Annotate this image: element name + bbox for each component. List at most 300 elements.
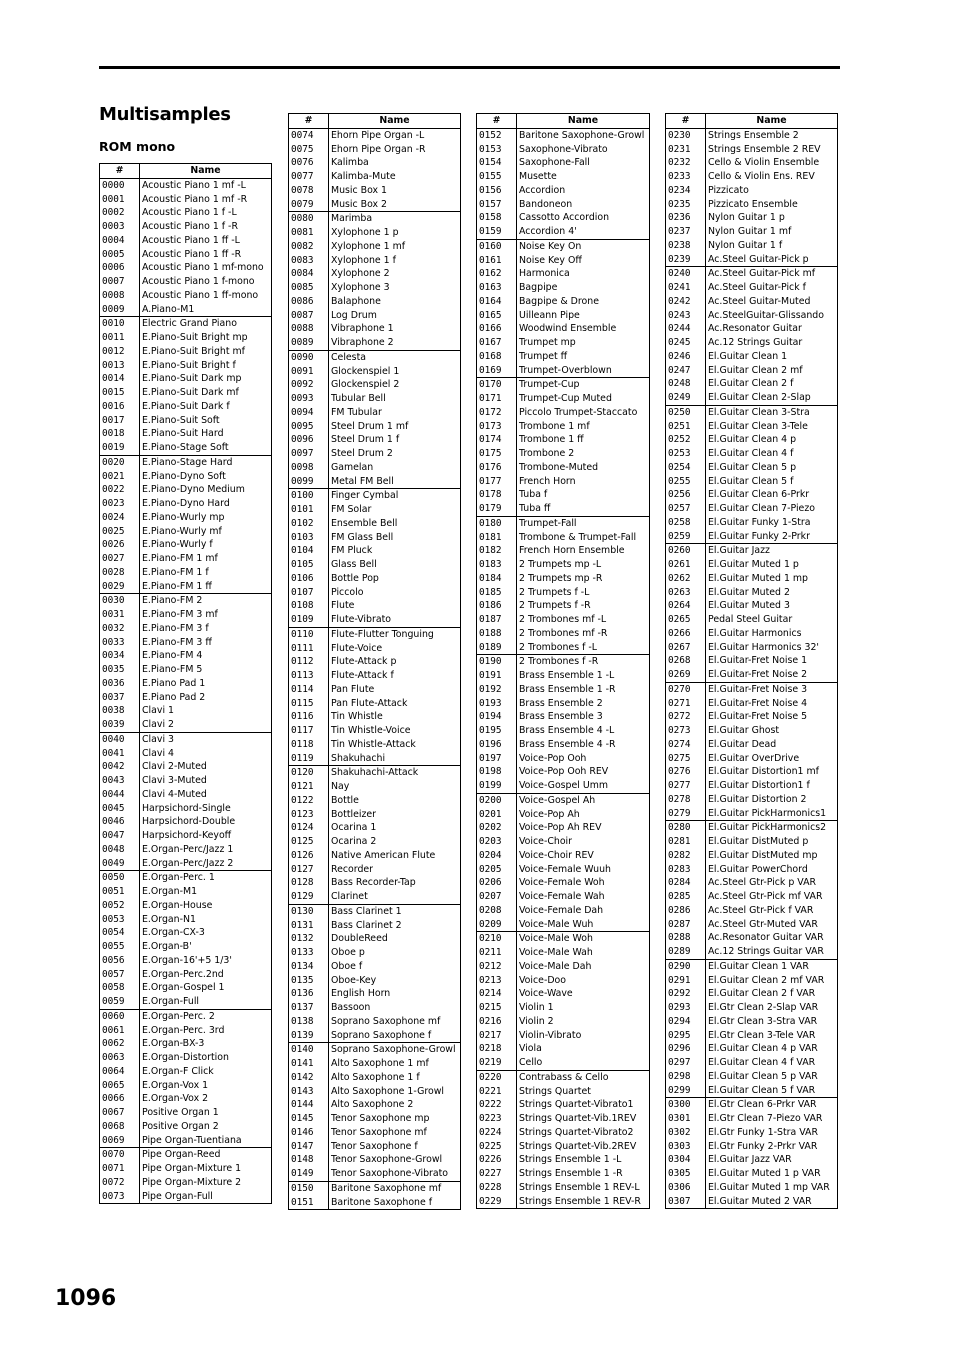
table-row (100, 261, 272, 275)
table-row (477, 433, 650, 447)
table-row (666, 433, 838, 447)
table-row (477, 1001, 650, 1015)
sample-name: El.Guitar Clean 4 f (706, 447, 838, 461)
sample-name: Nylon Guitar 1 mf (706, 225, 838, 239)
sample-number: 0186 (477, 599, 517, 613)
sample-number: 0061 (100, 1024, 140, 1038)
sample-number: 0261 (666, 558, 706, 572)
sample-number: 0269 (666, 668, 706, 682)
header-rule (99, 66, 840, 69)
sample-name: El.Guitar PowerChord (706, 863, 838, 877)
sample-number: 0120 (289, 766, 329, 780)
table-row (477, 1181, 650, 1195)
table-row (477, 697, 650, 711)
sample-number: 0006 (100, 261, 140, 275)
table-row (477, 876, 650, 890)
table-row (289, 808, 461, 822)
sample-name: E.Piano-FM 3 f (140, 622, 272, 636)
table-row (666, 959, 838, 973)
sample-name: Cello & Violin Ens. REV (706, 170, 838, 184)
sample-number: 0146 (289, 1126, 329, 1140)
sample-name: Acoustic Piano 1 f-mono (140, 275, 272, 289)
sample-number: 0000 (100, 178, 140, 192)
sample-name: Voice-Female Wuuh (517, 863, 650, 877)
sample-name: Tenor Saxophone-Growl (329, 1153, 461, 1167)
sample-number: 0178 (477, 488, 517, 502)
sample-number: 0143 (289, 1085, 329, 1099)
sample-name: E.Organ-F Click (140, 1065, 272, 1079)
table-row (477, 821, 650, 835)
sample-name: El.Guitar-Fret Noise 2 (706, 668, 838, 682)
sample-number: 0106 (289, 572, 329, 586)
sample-name: Ac.12 Strings Guitar VAR (706, 945, 838, 959)
table-row (666, 586, 838, 600)
sample-number: 0182 (477, 544, 517, 558)
sample-number: 0014 (100, 372, 140, 386)
sample-name: Kalimba (329, 156, 461, 170)
sample-name: Flute-Attack f (329, 669, 461, 683)
table-row (666, 863, 838, 877)
sample-number: 0216 (477, 1015, 517, 1029)
table-row (666, 391, 838, 405)
table-row (477, 586, 650, 600)
table-row (289, 1085, 461, 1099)
sample-number: 0267 (666, 641, 706, 655)
sample-name: E.Piano Pad 2 (140, 691, 272, 705)
table-row (477, 710, 650, 724)
sample-number: 0080 (289, 212, 329, 226)
table-row (666, 447, 838, 461)
sample-name: E.Piano-Suit Bright mp (140, 331, 272, 345)
sample-name: 2 Trombones mf -R (517, 627, 650, 641)
sample-number: 0140 (289, 1043, 329, 1057)
sample-name: Tin Whistle-Voice (329, 724, 461, 738)
sample-name: Steel Drum 2 (329, 447, 461, 461)
sample-name: El.Gtr Clean 2-Slap VAR (706, 1001, 838, 1015)
sample-name: E.Organ-Perc. 1 (140, 871, 272, 885)
table-row (289, 392, 461, 406)
table-row (100, 552, 272, 566)
table-row (289, 489, 461, 503)
table-row (666, 1167, 838, 1181)
table-row (289, 960, 461, 974)
sample-name: E.Piano-Wurly mp (140, 511, 272, 525)
sample-number: 0285 (666, 890, 706, 904)
table-row (100, 1190, 272, 1204)
sample-number: 0128 (289, 876, 329, 890)
table-row (477, 765, 650, 779)
table-row (289, 503, 461, 517)
sample-name: Clarinet (329, 890, 461, 904)
sample-number: 0113 (289, 669, 329, 683)
sample-number: 0121 (289, 780, 329, 794)
sample-number: 0104 (289, 544, 329, 558)
table-row (289, 309, 461, 323)
table-row (289, 710, 461, 724)
sample-name: Gamelan (329, 461, 461, 475)
table-row (477, 558, 650, 572)
sample-number: 0210 (477, 932, 517, 946)
multisample-table-1 (99, 163, 272, 1204)
table-row (666, 516, 838, 530)
sample-number: 0234 (666, 184, 706, 198)
sample-number: 0212 (477, 960, 517, 974)
sample-number: 0069 (100, 1134, 140, 1148)
sample-name: Noise Key Off (517, 254, 650, 268)
table-row (100, 649, 272, 663)
sample-number: 0275 (666, 752, 706, 766)
sample-name: Voice-Choir REV (517, 849, 650, 863)
table-row (100, 718, 272, 732)
table-row (666, 613, 838, 627)
table-row (477, 863, 650, 877)
sample-number: 0217 (477, 1029, 517, 1043)
table-row (289, 586, 461, 600)
sample-number: 0031 (100, 608, 140, 622)
table-row (477, 974, 650, 988)
sample-number: 0010 (100, 317, 140, 331)
sample-number: 0159 (477, 225, 517, 239)
table-row (666, 405, 838, 419)
sample-number: 0109 (289, 613, 329, 627)
sample-number: 0187 (477, 613, 517, 627)
table-row (289, 642, 461, 656)
sample-number: 0233 (666, 170, 706, 184)
table-row (666, 1140, 838, 1154)
table-row (666, 793, 838, 807)
table-row (666, 641, 838, 655)
table-row (289, 156, 461, 170)
table-row (289, 558, 461, 572)
sample-name: Pipe Organ-Full (140, 1190, 272, 1204)
sample-name: Glass Bell (329, 558, 461, 572)
sample-name: Trumpet-Cup Muted (517, 392, 650, 406)
table-row (100, 248, 272, 262)
sample-number: 0192 (477, 683, 517, 697)
table-row (289, 447, 461, 461)
sample-number: 0124 (289, 821, 329, 835)
table-row (100, 317, 272, 331)
sample-number: 0288 (666, 931, 706, 945)
sample-number: 0262 (666, 572, 706, 586)
sample-number: 0036 (100, 677, 140, 691)
sample-name: E.Piano-FM 5 (140, 663, 272, 677)
sample-name: FM Pluck (329, 544, 461, 558)
sample-number: 0155 (477, 170, 517, 184)
sample-name: Brass Ensemble 2 (517, 697, 650, 711)
table-row (666, 350, 838, 364)
sample-name: E.Organ-Full (140, 995, 272, 1009)
sample-name: Acoustic Piano 1 ff -L (140, 234, 272, 248)
table-row (289, 835, 461, 849)
sample-name: Kalimba-Mute (329, 170, 461, 184)
sample-name: Piccolo Trumpet-Staccato (517, 406, 650, 420)
sample-number: 0135 (289, 974, 329, 988)
sample-name: Alto Saxophone 1-Growl (329, 1085, 461, 1099)
sample-name: El.Guitar Jazz VAR (706, 1153, 838, 1167)
table-row (100, 857, 272, 871)
table-row (289, 1167, 461, 1181)
table-row (100, 1024, 272, 1038)
table-row (477, 1042, 650, 1056)
table-row (100, 483, 272, 497)
table-row (666, 170, 838, 184)
table-row (100, 372, 272, 386)
sample-name: Clavi 2 (140, 718, 272, 732)
sample-name: Acoustic Piano 1 f -R (140, 220, 272, 234)
sample-name: Xylophone 3 (329, 281, 461, 295)
sample-name: El.Guitar-Fret Noise 5 (706, 710, 838, 724)
sample-name: E.Organ-Perc/Jazz 1 (140, 843, 272, 857)
table-row (289, 1153, 461, 1167)
sample-number: 0215 (477, 1001, 517, 1015)
sample-name: Acoustic Piano 1 mf-mono (140, 261, 272, 275)
table-row (477, 531, 650, 545)
sample-number: 0281 (666, 835, 706, 849)
sample-name: 2 Trombones mf -L (517, 613, 650, 627)
table-row (477, 613, 650, 627)
table-row (666, 697, 838, 711)
sample-name: E.Piano-Suit Soft (140, 414, 272, 428)
sample-number: 0066 (100, 1092, 140, 1106)
sample-name: Recorder (329, 863, 461, 877)
sample-number: 0240 (666, 267, 706, 281)
table-row (100, 455, 272, 469)
sample-name: Voice-Pop Ooh REV (517, 765, 650, 779)
multisample-table-2 (288, 113, 461, 1210)
table-row (477, 1070, 650, 1084)
sample-number: 0243 (666, 309, 706, 323)
sample-name: Music Box 1 (329, 184, 461, 198)
sample-name: Native American Flute (329, 849, 461, 863)
sample-name: Voice-Doo (517, 974, 650, 988)
table-row (666, 918, 838, 932)
sample-name: El.Guitar-Fret Noise 1 (706, 654, 838, 668)
sample-name: Strings Quartet (517, 1085, 650, 1099)
sample-number: 0177 (477, 475, 517, 489)
table-row (100, 802, 272, 816)
sample-number: 0209 (477, 918, 517, 932)
sample-number: 0255 (666, 475, 706, 489)
column-header-number: # (477, 114, 517, 129)
sample-number: 0268 (666, 654, 706, 668)
sample-number: 0237 (666, 225, 706, 239)
sample-name: Bassoon (329, 1001, 461, 1015)
table-row (100, 1162, 272, 1176)
sample-name: E.Piano-Suit Dark f (140, 400, 272, 414)
sample-name: E.Piano-FM 4 (140, 649, 272, 663)
table-row (289, 1029, 461, 1043)
sample-number: 0039 (100, 718, 140, 732)
table-row (100, 275, 272, 289)
sample-name: El.Guitar DistMuted mp (706, 849, 838, 863)
sample-name: Ehorn Pipe Organ -R (329, 143, 461, 157)
sample-number: 0086 (289, 295, 329, 309)
sample-name: Pedal Steel Guitar (706, 613, 838, 627)
sample-number: 0248 (666, 377, 706, 391)
sample-number: 0058 (100, 981, 140, 995)
sample-number: 0016 (100, 400, 140, 414)
sample-number: 0226 (477, 1153, 517, 1167)
sample-name: Flute-Vibrato (329, 613, 461, 627)
sample-name: El.Guitar Clean 5 p (706, 461, 838, 475)
sample-name: Metal FM Bell (329, 475, 461, 489)
sample-name: Violin 1 (517, 1001, 650, 1015)
sample-number: 0089 (289, 336, 329, 350)
sample-name: El.Guitar Clean 6-Prkr (706, 488, 838, 502)
sample-name: Pipe Organ-Reed (140, 1148, 272, 1162)
sample-number: 0205 (477, 863, 517, 877)
sample-number: 0134 (289, 960, 329, 974)
sample-name: Bagpipe & Drone (517, 295, 650, 309)
sample-number: 0081 (289, 226, 329, 240)
table-row (666, 461, 838, 475)
table-row (100, 511, 272, 525)
table-row (289, 336, 461, 350)
sample-name: El.Guitar Muted 3 (706, 599, 838, 613)
sample-name: Brass Ensemble 4 -L (517, 724, 650, 738)
table-row (477, 627, 650, 641)
table-row (666, 572, 838, 586)
table-row (100, 178, 272, 192)
sample-number: 0004 (100, 234, 140, 248)
table-row (477, 599, 650, 613)
sample-number: 0239 (666, 253, 706, 267)
table-row (666, 1084, 838, 1098)
table-row (289, 198, 461, 212)
table-row (666, 627, 838, 641)
sample-number: 0218 (477, 1042, 517, 1056)
table-row (477, 502, 650, 516)
table-row (289, 406, 461, 420)
table-row (477, 1015, 650, 1029)
sample-number: 0126 (289, 849, 329, 863)
sample-number: 0071 (100, 1162, 140, 1176)
sample-name: Shakuhachi (329, 752, 461, 766)
sample-name: Strings Ensemble 2 REV (706, 143, 838, 157)
sample-number: 0042 (100, 760, 140, 774)
sample-name: Pizzicato Ensemble (706, 198, 838, 212)
table-row (100, 843, 272, 857)
sample-name: El.Guitar Muted 2 (706, 586, 838, 600)
table-row (477, 987, 650, 1001)
sample-name: Flute-Attack p (329, 655, 461, 669)
table-row (100, 608, 272, 622)
sample-name: El.Guitar Distortion 2 (706, 793, 838, 807)
sample-number: 0299 (666, 1084, 706, 1098)
sample-name: Bass Clarinet 2 (329, 919, 461, 933)
sample-number: 0052 (100, 899, 140, 913)
sample-number: 0181 (477, 531, 517, 545)
table-row (100, 677, 272, 691)
sample-name: Soprano Saxophone-Growl (329, 1043, 461, 1057)
sample-number: 0151 (289, 1196, 329, 1210)
sample-number: 0207 (477, 890, 517, 904)
table-row (100, 1051, 272, 1065)
sample-number: 0002 (100, 206, 140, 220)
sample-number: 0092 (289, 378, 329, 392)
sample-name: Xylophone 1 mf (329, 240, 461, 254)
sample-name: Harpsichord-Single (140, 802, 272, 816)
table-row (100, 289, 272, 303)
sample-number: 0196 (477, 738, 517, 752)
sample-number: 0303 (666, 1140, 706, 1154)
table-row (289, 724, 461, 738)
sample-name: Ac.Steel Gtr-Pick mf VAR (706, 890, 838, 904)
sample-number: 0223 (477, 1112, 517, 1126)
table-row (666, 1001, 838, 1015)
sample-number: 0213 (477, 974, 517, 988)
sample-number: 0249 (666, 391, 706, 405)
sample-name: Trombone-Muted (517, 461, 650, 475)
table-row (100, 1009, 272, 1023)
sample-name: Strings Ensemble 1 REV-L (517, 1181, 650, 1195)
sample-number: 0188 (477, 627, 517, 641)
sample-name: Marimba (329, 212, 461, 226)
table-row (666, 281, 838, 295)
table-row (100, 636, 272, 650)
sample-number: 0170 (477, 378, 517, 392)
sample-number: 0075 (289, 143, 329, 157)
table-row (100, 747, 272, 761)
table-row (666, 904, 838, 918)
sample-number: 0257 (666, 502, 706, 516)
sample-name: Ac.Resonator Guitar VAR (706, 931, 838, 945)
sample-name: Saxophone-Fall (517, 156, 650, 170)
sample-name: Tin Whistle-Attack (329, 738, 461, 752)
table-row (666, 1098, 838, 1112)
sample-name: Voice-Pop Ooh (517, 752, 650, 766)
table-row (289, 904, 461, 918)
sample-name: Strings Ensemble 1 REV-R (517, 1195, 650, 1209)
sample-number: 0304 (666, 1153, 706, 1167)
sample-number: 0108 (289, 599, 329, 613)
table-row (477, 184, 650, 198)
sample-name: Alto Saxophone 1 f (329, 1071, 461, 1085)
sample-name: 2 Trumpets mp -R (517, 572, 650, 586)
sample-name: Clavi 4-Muted (140, 788, 272, 802)
sample-number: 0272 (666, 710, 706, 724)
sample-number: 0114 (289, 683, 329, 697)
sample-number: 0290 (666, 959, 706, 973)
sample-name: Music Box 2 (329, 198, 461, 212)
sample-name: E.Piano-Dyno Hard (140, 497, 272, 511)
sample-number: 0193 (477, 697, 517, 711)
sample-number: 0062 (100, 1037, 140, 1051)
sample-name: Baritone Saxophone f (329, 1196, 461, 1210)
table-row (100, 981, 272, 995)
sample-number: 0293 (666, 1001, 706, 1015)
sample-number: 0289 (666, 945, 706, 959)
sample-name: Voice-Gospel Ah (517, 793, 650, 807)
sample-number: 0055 (100, 940, 140, 954)
sample-number: 0247 (666, 364, 706, 378)
sample-number: 0117 (289, 724, 329, 738)
sample-number: 0011 (100, 331, 140, 345)
sample-number: 0162 (477, 267, 517, 281)
sample-number: 0220 (477, 1070, 517, 1084)
sample-name: Voice-Choir (517, 835, 650, 849)
sample-number: 0110 (289, 627, 329, 641)
table-row (100, 691, 272, 705)
table-row (666, 211, 838, 225)
sample-name: El.Guitar Muted 1 p (706, 558, 838, 572)
table-row (289, 697, 461, 711)
sample-name: El.Gtr Funky 1-Stra VAR (706, 1126, 838, 1140)
sample-number: 0053 (100, 913, 140, 927)
multisample-table-4 (665, 113, 838, 1209)
sample-name: Violin-Vibrato (517, 1029, 650, 1043)
